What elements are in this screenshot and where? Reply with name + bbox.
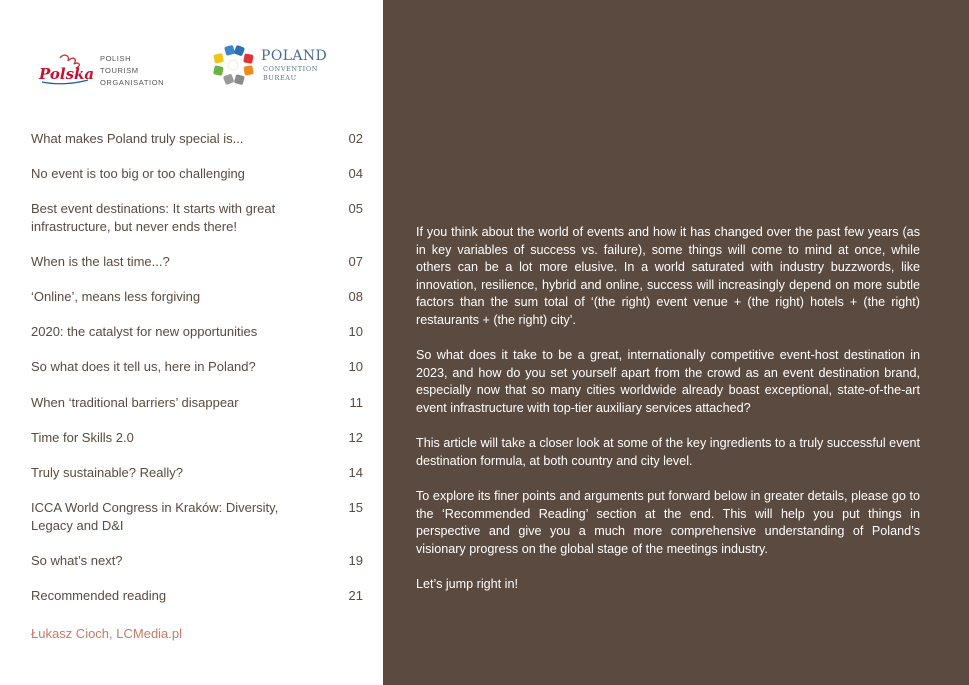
toc-item-title: No event is too big or too challenging [31, 166, 245, 181]
toc-item-title: So what does it tell us, here in Poland? [31, 359, 256, 374]
toc-item-page: 14 [348, 465, 363, 480]
toc-item-page: 05 [348, 201, 363, 216]
contents-panel [0, 0, 383, 685]
article-paragraph: Let’s jump right in! [416, 576, 518, 591]
toc-item-page: 10 [348, 359, 363, 374]
toc-item-page: 08 [348, 289, 363, 304]
article-paragraph: If you think about the world of events and how it has changed over the past few years (as in key variables of success vs. failure), some things will come to mind at once, while others can be a lot more elusive. In a world saturated with industry buzzwords, like innovation, resilience, hybrid and online, success will increasingly depend on more subtle factors than the sum total of ‘(the right) event venue + (the right) hotels + (the right) restaurants + (the right) city’. [416, 225, 920, 327]
toc-item-title: When is the last time...? [31, 254, 170, 269]
toc-item-title: 2020: the catalyst for new opportunities [31, 324, 258, 339]
poland-convention-bureau-logo [211, 44, 341, 88]
toc-item-page: 04 [348, 166, 363, 181]
toc-item-page: 07 [348, 254, 363, 269]
pto-name: POLISH TOURISM ORGANISATION [100, 54, 165, 87]
polska-logo-icon [38, 52, 94, 86]
article-intro [416, 224, 920, 611]
pcb-title: POLAND [261, 48, 328, 64]
toc-item-title: Time for Skills 2.0 [31, 430, 134, 445]
toc-item-page: 12 [348, 430, 363, 445]
flower-logo-icon [211, 44, 257, 88]
article-paragraph: So what does it take to be a great, internationally competitive event-host destination in 2023, and how do you set yourself apart from the crowd as an event destination brand, especially now that so many cities worldwide already boast exceptional, state-of-the-art event infrastructure with top-tier auxiliary services attached? [416, 348, 920, 415]
toc-item-page: 11 [349, 395, 363, 410]
article-paragraph: This article will take a closer look at some of the key ingredients to a truly successful event destination formula, at both country and city level. [416, 436, 920, 468]
pcb-subtitle: CONVENTION BUREAU [263, 65, 319, 82]
polish-tourism-organisation-logo [38, 50, 168, 90]
toc-item-title: Best event destinations: It starts with great infrastructure, but never ends there! [31, 201, 276, 234]
toc-item-title: ‘Online’, means less forgiving [31, 289, 201, 304]
toc-item-title: What makes Poland truly special is... [31, 131, 244, 146]
toc-item-title: When ‘traditional barriers’ disappear [31, 395, 239, 410]
article-paragraph: To explore its finer points and arguments put forward below in greater details, please go to the ‘Recommended Reading’ section at the end. This will help you put things in perspective and give you a much more comprehensive understanding of Poland’s visionary progress on the global stage of the meetings industry. [416, 488, 920, 556]
toc-item-page: 10 [348, 324, 363, 339]
toc-item-page: 19 [348, 553, 363, 568]
toc-item-title: So what’s next? [31, 553, 123, 568]
author-credit: Łukasz Cioch, LCMedia.pl [31, 626, 183, 641]
toc-item-title: Truly sustainable? Really? [31, 465, 183, 480]
polska-wordmark: Polska [39, 65, 94, 83]
toc-item-page: 21 [348, 588, 363, 603]
toc-item-title: ICCA World Congress in Kraków: Diversity, Legacy and D&I [31, 500, 279, 533]
toc-item-page: 02 [348, 131, 363, 146]
toc-item-page: 15 [348, 500, 363, 515]
toc-item-title: Recommended reading [31, 588, 167, 603]
